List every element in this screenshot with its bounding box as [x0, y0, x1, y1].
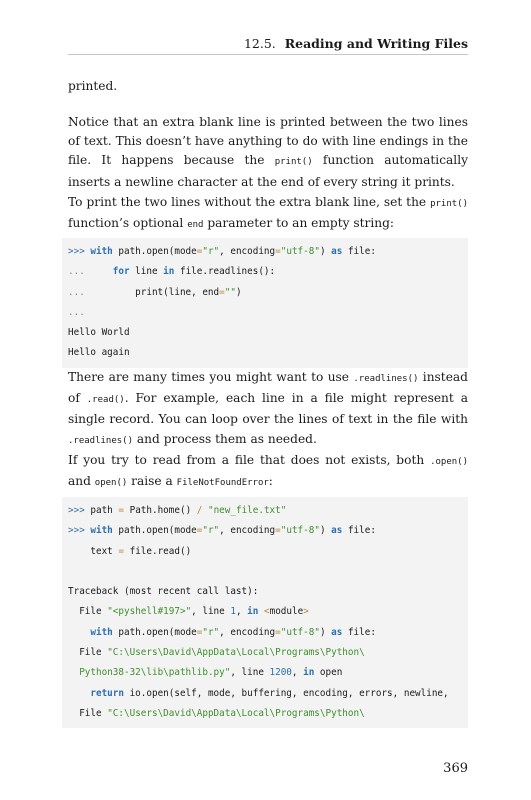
code-string: "": [224, 286, 236, 298]
inline-code-open: open(): [94, 478, 128, 489]
code-keyword: return: [90, 687, 124, 699]
code-operator: =: [118, 545, 124, 557]
code-indent: [68, 546, 90, 557]
paragraph-printed: [68, 77, 468, 96]
code-line: [68, 262, 462, 282]
code-text: file:: [342, 626, 376, 638]
code-keyword: with: [90, 626, 113, 638]
code-text: , encoding: [219, 525, 276, 537]
code-string: "C:\Users\David\AppData\Local\Programs\Python\: [107, 707, 365, 719]
inline-code-readlines: .readlines(): [353, 374, 419, 384]
code-prompt: ...: [68, 286, 136, 298]
paragraph-text: To print the two lines without the extra blank line, set the: [68, 195, 431, 209]
code-keyword: with: [90, 246, 113, 257]
paragraph-text: parameter to an empty string:: [203, 216, 395, 231]
paragraph-end-parameter: [68, 193, 468, 235]
paragraph-text: If you try to read from a file that does not exists, both: [68, 453, 431, 467]
code-text: , encoding: [219, 246, 276, 257]
code-line: [68, 303, 462, 323]
paragraph-text: :: [268, 474, 273, 489]
code-output-line: Hello again: [68, 347, 130, 359]
code-text: open: [314, 667, 343, 679]
code-text: , line: [230, 667, 270, 679]
inline-code-readlines: .readlines(): [68, 435, 134, 446]
paragraph-text: . For example, each line in a file might represent a single record. You can loop over the lines of text in the file with: [68, 391, 468, 427]
code-text: Path.home(): [124, 505, 197, 516]
paragraph-text: function’s optional: [68, 216, 188, 231]
paragraph-text: and process them as needed.: [133, 431, 317, 446]
code-string: "C:\Users\David\AppData\Local\Programs\Python\: [107, 647, 365, 659]
code-operator: /: [196, 505, 203, 516]
paragraph-text: and: [68, 474, 95, 489]
code-line: [68, 643, 462, 663]
code-prompt: >>>: [68, 246, 91, 257]
code-operator: =: [196, 246, 203, 257]
code-text: file.readlines():: [174, 266, 276, 278]
code-number: 1200: [269, 667, 292, 679]
paragraph-text: printed.: [68, 79, 118, 93]
code-line: [68, 602, 462, 622]
code-operator: =: [219, 286, 225, 298]
inline-code-end: end: [187, 220, 204, 231]
paragraph-text: function automatically inserts a newline character at the end of every string it prints.: [68, 153, 468, 189]
code-operator: =: [275, 626, 281, 638]
code-prompt: >>>: [68, 505, 91, 516]
code-string: "r": [202, 246, 220, 257]
code-operator: =: [196, 525, 203, 537]
inline-code-print: print(): [274, 157, 313, 168]
code-text: text: [90, 545, 119, 557]
code-line: [68, 623, 462, 643]
code-blank-line: [68, 562, 462, 582]
code-string: "utf-8": [280, 246, 320, 257]
code-text: File: [79, 707, 108, 719]
inline-code-read: .read(): [86, 395, 125, 406]
code-keyword: with: [90, 525, 113, 537]
code-operator: =: [196, 626, 203, 638]
code-line: [68, 663, 462, 683]
code-text: , encoding: [219, 626, 276, 638]
code-indent: [68, 606, 79, 617]
code-indent: [68, 647, 79, 658]
paragraph-blank-line-explanation: [68, 113, 468, 192]
paragraph-text: There are many times you might want to use: [68, 370, 354, 384]
code-text: ): [235, 286, 242, 298]
code-string: "r": [202, 626, 220, 638]
code-line: [68, 521, 462, 541]
code-prompt: ...: [68, 266, 113, 278]
code-line: [68, 684, 462, 704]
code-prompt: >>>: [68, 525, 91, 537]
code-block-readlines: [62, 238, 468, 368]
code-text: ): [319, 626, 332, 638]
code-text: line: [129, 266, 164, 278]
code-text: path.open(mode: [112, 246, 197, 257]
code-text: file:: [342, 525, 376, 537]
code-keyword: in: [247, 606, 259, 618]
code-indent: [68, 627, 90, 638]
traceback-header: Traceback (most recent call last):: [68, 586, 259, 598]
code-operator: >: [303, 606, 309, 618]
code-indent: [68, 688, 90, 699]
code-text: print(line, end: [135, 286, 220, 298]
code-text: path.open(mode: [112, 525, 197, 537]
paragraph-readlines-vs-read: [68, 368, 468, 451]
paragraph-text: instead of: [68, 370, 468, 406]
page-number: 369: [443, 761, 468, 776]
inline-code-filenotfounderror: FileNotFoundError: [176, 478, 269, 489]
code-text: File: [79, 606, 108, 618]
code-text: File: [79, 647, 108, 659]
code-text: , line: [191, 606, 231, 618]
code-text: file:: [342, 246, 376, 257]
code-keyword: as: [331, 525, 343, 537]
code-keyword: in: [303, 667, 315, 679]
code-text: ): [319, 246, 332, 257]
code-text: ): [319, 525, 332, 537]
section-number: 12.5.: [243, 36, 276, 51]
code-string: Python38-32\lib\pathlib.py": [79, 667, 231, 679]
code-string: "new_file.txt": [207, 505, 287, 516]
code-text: path: [90, 505, 119, 516]
code-indent: [68, 708, 79, 719]
code-indent: [68, 667, 79, 678]
code-string: "<pyshell#197>": [107, 606, 192, 618]
section-title: Reading and Writing Files: [284, 36, 468, 51]
paragraph-text: Notice that an extra blank line is printed between the two lines of text. This doesn’t have anything to do with line endings in the file. It happens because the: [68, 115, 468, 168]
code-keyword: for: [112, 266, 130, 278]
code-line: [68, 501, 462, 521]
paragraph-text: raise a: [127, 474, 177, 489]
code-output-line: Hello World: [68, 327, 130, 339]
code-text: file.read(): [124, 545, 192, 557]
code-keyword: as: [331, 626, 343, 638]
code-operator: =: [275, 525, 281, 537]
code-string: "r": [202, 525, 220, 537]
code-line: [68, 242, 462, 262]
code-line: [68, 283, 462, 303]
code-text: ,: [291, 667, 304, 679]
code-operator: <: [263, 606, 270, 618]
code-block-traceback: [62, 497, 468, 728]
code-keyword: in: [163, 266, 175, 278]
code-string: "utf-8": [280, 525, 320, 537]
code-number: 1: [230, 606, 236, 618]
inline-code-open-method: .open(): [430, 457, 468, 467]
code-keyword: as: [331, 246, 343, 257]
code-operator: =: [275, 246, 281, 257]
code-text: path.open(mode: [112, 626, 197, 638]
code-line: [68, 704, 462, 724]
code-text: module: [269, 606, 304, 618]
code-operator: =: [118, 505, 124, 516]
inline-code-print: print(): [430, 199, 468, 209]
paragraph-file-not-found: [68, 451, 468, 493]
code-prompt: ...: [68, 306, 85, 318]
code-text: ,: [235, 606, 248, 618]
running-header: [68, 36, 468, 55]
code-string: "utf-8": [280, 626, 320, 638]
code-line: [68, 542, 462, 562]
code-text: io.open(self, mode, buffering, encoding, errors, newline,: [123, 687, 449, 699]
